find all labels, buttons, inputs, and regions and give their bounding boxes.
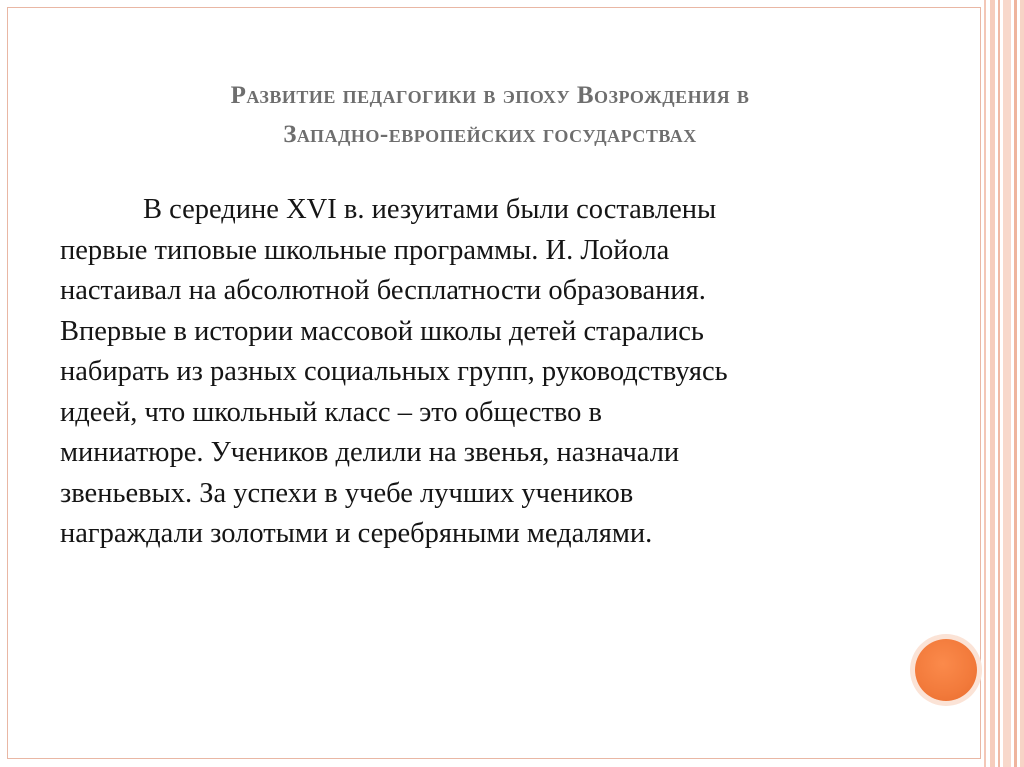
body-line: награждали золотыми и серебряными медалями.: [60, 518, 653, 549]
stripe: [1014, 0, 1017, 767]
slide-title-line: Западно-европейских государствах: [283, 121, 697, 148]
decorative-circle: [915, 639, 977, 701]
slide-title: [60, 76, 920, 154]
body-line: настаивал на абсолютной бесплатности образования.: [60, 275, 706, 306]
body-line: В середине XVI в. иезуитами были составлены: [143, 194, 717, 225]
body-line: звеньевых. За успехи в учебе лучших учеников: [60, 477, 634, 509]
stripe: [984, 0, 986, 767]
decorative-stripes: [981, 0, 1024, 767]
stripe: [1020, 0, 1024, 767]
body-line: миниатюре. Учеников делили на звенья, назначали: [60, 437, 680, 468]
stripe: [998, 0, 1000, 767]
stripe: [990, 0, 995, 767]
body-line: первые типовые школьные программы. И. Лойола: [60, 234, 670, 266]
body-line: набирать из разных социальных групп, руководствуясь: [60, 356, 728, 387]
slide-body: [60, 190, 920, 555]
body-line: идеей, что школьный класс – это общество в: [60, 396, 603, 428]
slide-title-line: Развитие педагогики в эпоху Возрождения в: [230, 82, 750, 109]
stripe: [1003, 0, 1011, 767]
body-line: Впервые в истории массовой школы детей старались: [60, 315, 704, 347]
